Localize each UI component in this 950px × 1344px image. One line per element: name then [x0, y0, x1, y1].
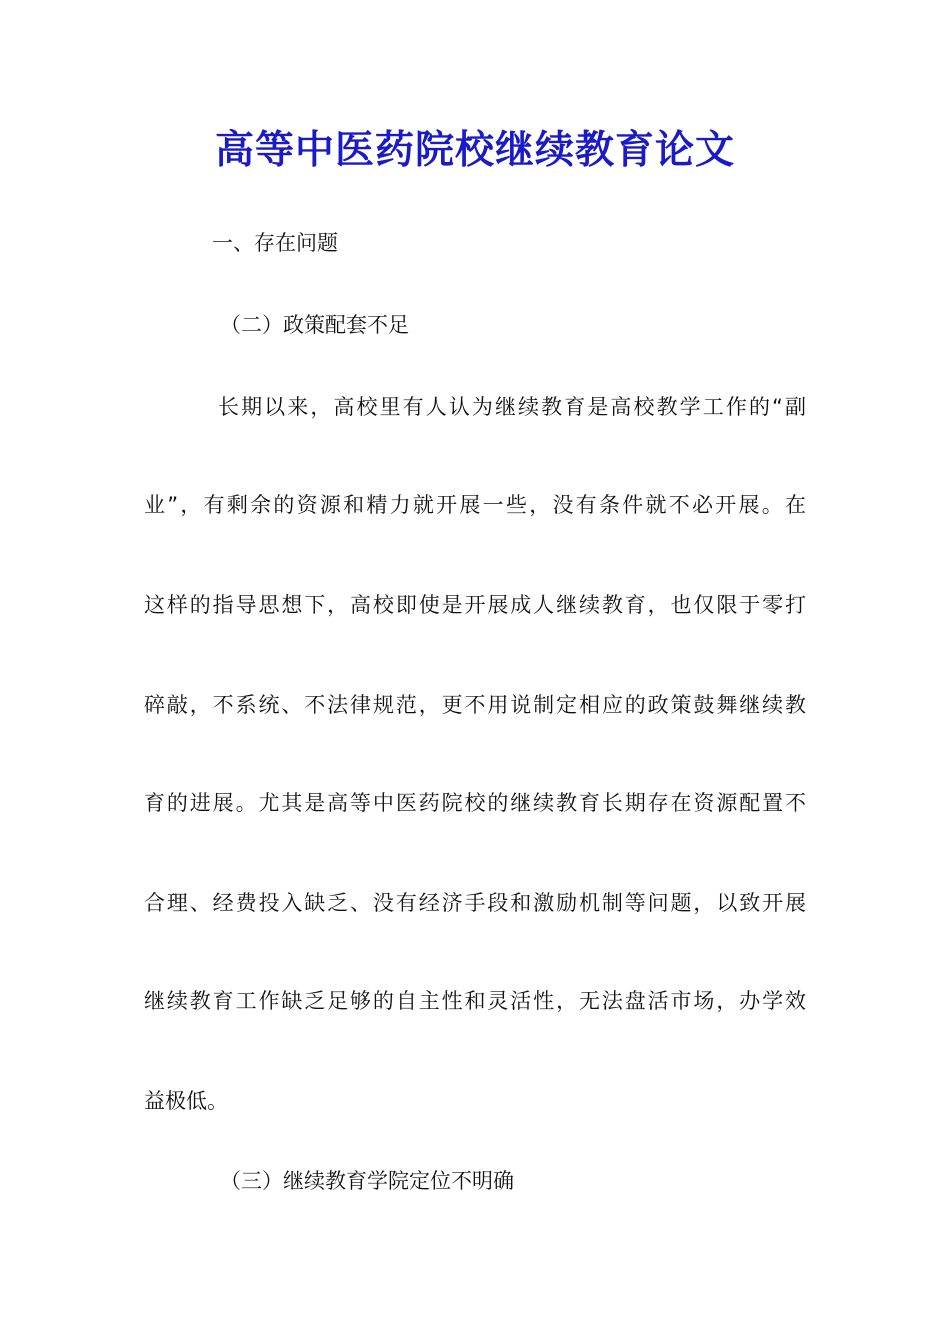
subsection-heading-positioning: （三）继续教育学院定位不明确	[220, 1169, 514, 1193]
paragraph-line: 业”，有剩余的资源和精力就开展一些，没有条件就不必开展。在	[144, 493, 806, 517]
section-heading-problems: 一、存在问题	[212, 231, 338, 255]
document-title: 高等中医药院校继续教育论文	[214, 127, 735, 173]
subsection-heading-policy: （二）政策配套不足	[220, 313, 409, 337]
paragraph-line: 这样的指导思想下，高校即使是开展成人继续教育，也仅限于零打	[144, 593, 806, 617]
paragraph-line: 碎敲，不系统、不法律规范，更不用说制定相应的政策鼓舞继续教	[144, 693, 806, 717]
paragraph-line: 继续教育工作缺乏足够的自主性和灵活性，无法盘活市场，办学效	[144, 989, 806, 1013]
paragraph-line: 益极低。	[144, 1089, 228, 1113]
paragraph-line: 长期以来，高校里有人认为继续教育是高校教学工作的“副	[218, 395, 806, 419]
paragraph-line: 育的进展。尤其是高等中医药院校的继续教育长期存在资源配置不	[144, 791, 806, 815]
paragraph-line: 合理、经费投入缺乏、没有经济手段和激励机制等问题，以致开展	[144, 891, 806, 915]
